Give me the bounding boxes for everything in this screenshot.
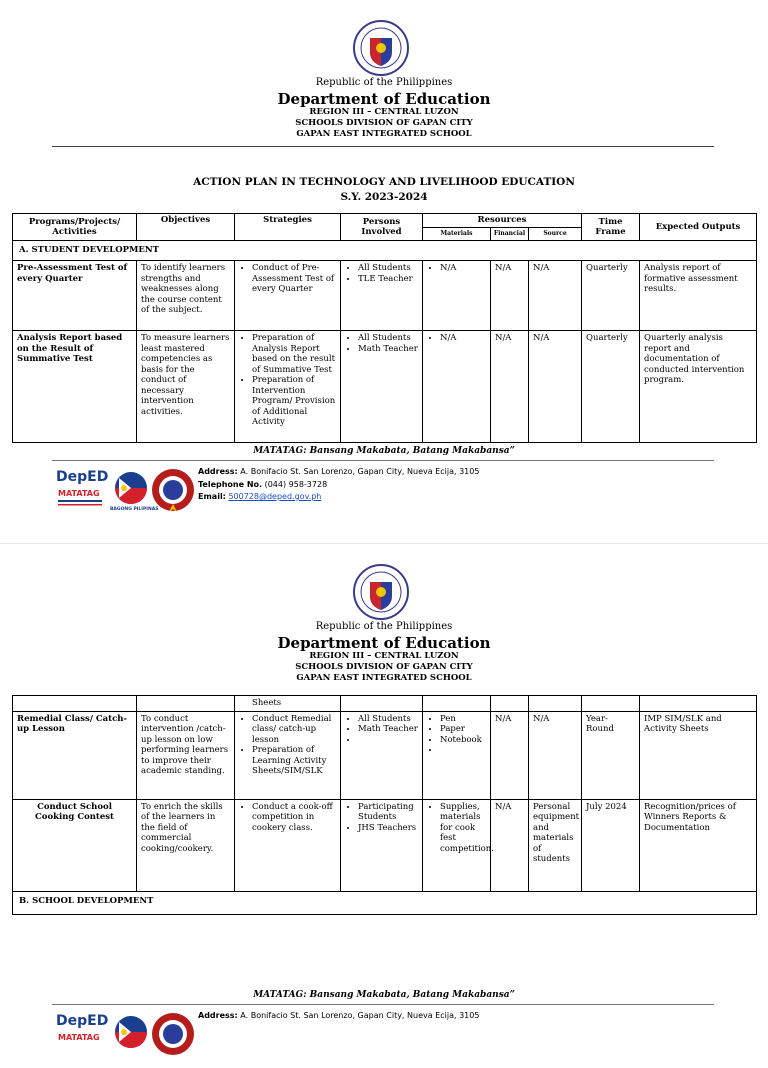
contact-block [198,1010,479,1023]
persons-cell [341,711,423,799]
motto-text: MATATAG: Bansang Makabata, Batang Makabansa” [253,990,515,1000]
col-header-financial: Financial [491,227,529,241]
source-cell: Personal equipment and materials of students [529,799,582,891]
program-cell: Remedial Class/ Catch-up Lesson [13,711,137,799]
document-title: ACTION PLAN IN TECHNOLOGY AND LIVELIHOOD EDUCATION [193,176,575,188]
output-cell: Quarterly analysis report and documentation of conducted intervention program. [640,331,757,443]
strategy-item: • Preparation of Learning Activity Sheets/SIM/SLK [252,745,336,777]
republic-text: Republic of the Philippines [315,77,453,88]
output-cell: Analysis report of formative assessment results. [640,261,757,331]
empty-cell [491,696,529,712]
action-plan-table-continued [12,695,757,915]
objective-cell: To conduct intervention /catch-up lesson on low performing learners to improve their academic standing. [137,711,235,799]
bagong-pilipinas-logo [109,470,159,512]
col-header-programs: Programs/Projects/ Activities [13,214,137,241]
empty-cell [529,696,582,712]
school-name: GAPAN EAST INTEGRATED SCHOOL [296,129,472,139]
financial-cell: N/A [491,261,529,331]
person-item [358,735,418,746]
address-value: A. Bonifacio St. San Lorenzo, Gapan City, Nueva Ecija, 3105 [240,467,480,476]
person-item: • Participating Students [358,802,418,823]
matatag-logo-text: MATATAG [58,1033,100,1042]
col-header-outputs: Expected Outputs [640,214,757,241]
table-row [13,799,757,891]
matatag-logo-text: MATATAG [58,489,100,498]
person-item: • Math Teacher [358,724,418,735]
motto-text: MATATAG: Bansang Makabata, Batang Makabansa” [253,446,515,456]
materials-cell [423,799,494,891]
time-cell: Year-Round [582,711,640,799]
persons-cell [341,331,423,443]
empty-cell [582,696,640,712]
financial-cell: N/A [491,799,529,891]
email-link[interactable]: 500728@deped.gov.ph [228,492,322,501]
objective-cell: To measure learners least mastered competencies as basis for the conduct of necessary intervention activities. [137,331,235,443]
section-row [13,241,757,261]
material-item: • Supplies, materials for cook fest competition. [440,802,486,855]
region-text: REGION III – CENTRAL LUZON [309,651,459,661]
material-item: • N/A [440,263,486,274]
deped-seal-icon [353,20,409,76]
table-header-row [13,214,757,228]
address-label: Address: [198,1011,238,1020]
document-page-2 [0,543,768,1042]
school-name: GAPAN EAST INTEGRATED SCHOOL [296,673,472,683]
continued-text: Sheets [235,696,341,712]
person-item: • Math Teacher [358,344,418,355]
financial-cell: N/A [491,711,529,799]
contact-block [198,466,479,504]
strategy-item: • Conduct Remedial class/ catch-up lesson [252,714,336,746]
empty-cell [13,696,137,712]
table-row [13,711,757,799]
strategies-cell [235,331,341,443]
materials-cell [423,261,491,331]
strategies-cell [235,799,341,891]
person-item: • TLE Teacher [358,274,418,285]
time-cell: Quarterly [582,331,640,443]
persons-cell [341,261,423,331]
program-cell: Conduct School Cooking Contest [13,799,137,891]
school-seal-icon [151,468,195,512]
time-cell: Quarterly [582,261,640,331]
financial-cell: N/A [491,331,529,443]
phone-value: (044) 958-3728 [264,479,328,489]
republic-text: Republic of the Philippines [315,621,453,632]
section-row [13,891,757,914]
strategies-cell [235,261,341,331]
phone-label: Telephone No. [198,479,263,489]
col-header-time: Time Frame [582,214,640,241]
program-cell: Analysis Report based on the Result of Summative Test [13,331,137,443]
col-header-materials: Materials [423,227,491,241]
source-cell: N/A [529,331,582,443]
persons-cell [341,799,423,891]
document-page-1 [0,0,768,525]
address-line [198,1010,479,1023]
table-row [13,261,757,331]
region-text: REGION III – CENTRAL LUZON [309,107,459,117]
footer [55,1010,505,1068]
col-header-strategies: Strategies [235,214,341,241]
strategy-item: • Conduct a cook-off competition in cookery class. [252,802,336,834]
table-row-continued [13,696,757,712]
material-item: • Notebook [440,735,486,746]
col-header-persons: Persons Involved [341,214,423,241]
person-item: • All Students [358,333,418,344]
table-row [13,331,757,443]
materials-cell [423,711,491,799]
empty-cell [341,696,423,712]
source-cell: N/A [529,261,582,331]
col-header-objectives: Objectives [137,214,235,241]
empty-cell [423,696,491,712]
objective-cell: To enrich the skills of the learners in the field of commercial cooking/cookery. [137,799,235,891]
action-plan-table [12,213,757,443]
address-value: A. Bonifacio St. San Lorenzo, Gapan City, Nueva Ecija, 3105 [240,1011,480,1020]
division-text: SCHOOLS DIVISION OF GAPAN CITY [295,118,473,128]
output-cell: Recognition/prices of Winners Reports & Documentation [640,799,757,891]
person-item: • All Students [358,263,418,274]
program-cell: Pre-Assessment Test of every Quarter [13,261,137,331]
phone-line [198,479,479,492]
strategy-item: • Preparation of Intervention Program/ Provision of Additional Activity [252,375,336,428]
material-item: • Paper [440,724,486,735]
deped-matatag-logo [55,466,107,510]
footer [55,466,505,524]
section-label: B. SCHOOL DEVELOPMENT [13,891,757,914]
material-item: • N/A [440,333,486,344]
deped-seal-icon [353,564,409,620]
strategy-item: • Preparation of Analysis Report based on the result of Summative Test [252,333,336,375]
deped-logo-text: DepED [56,469,109,485]
material-item [440,745,486,756]
materials-cell [423,331,491,443]
material-item: • Pen [440,714,486,725]
school-year: S.Y. 2023-2024 [340,191,428,203]
address-label: Address: [198,467,238,476]
deped-logo-text: DepED [56,1013,109,1029]
email-line [198,491,479,504]
col-header-source: Source [529,227,582,241]
person-item: • JHS Teachers [358,823,418,834]
bagong-pilipinas-text: BAGONG PILIPINAS [110,507,159,512]
section-label: A. STUDENT DEVELOPMENT [13,241,757,261]
department-title: Department of Education [277,90,491,108]
time-cell: July 2024 [582,799,640,891]
motto-divider [52,460,714,461]
empty-cell [640,696,757,712]
output-cell: IMP SIM/SLK and Activity Sheets [640,711,757,799]
strategy-item: • Conduct of Pre-Assessment Test of every Quarter [252,263,336,295]
empty-cell [137,696,235,712]
email-label: Email: [198,492,226,501]
division-text: SCHOOLS DIVISION OF GAPAN CITY [295,662,473,672]
objective-cell: To identify learners strengths and weaknesses along the course content of the subject. [137,261,235,331]
address-line [198,466,479,479]
header-divider [52,146,714,147]
strategies-cell [235,711,341,799]
bagong-pilipinas-logo [109,1014,153,1056]
motto-divider [52,1004,714,1005]
col-header-resources: Resources [423,214,582,228]
deped-matatag-logo [55,1010,107,1054]
school-seal-icon [151,1012,195,1056]
department-title: Department of Education [277,634,491,652]
source-cell: N/A [529,711,582,799]
person-item: • All Students [358,714,418,725]
